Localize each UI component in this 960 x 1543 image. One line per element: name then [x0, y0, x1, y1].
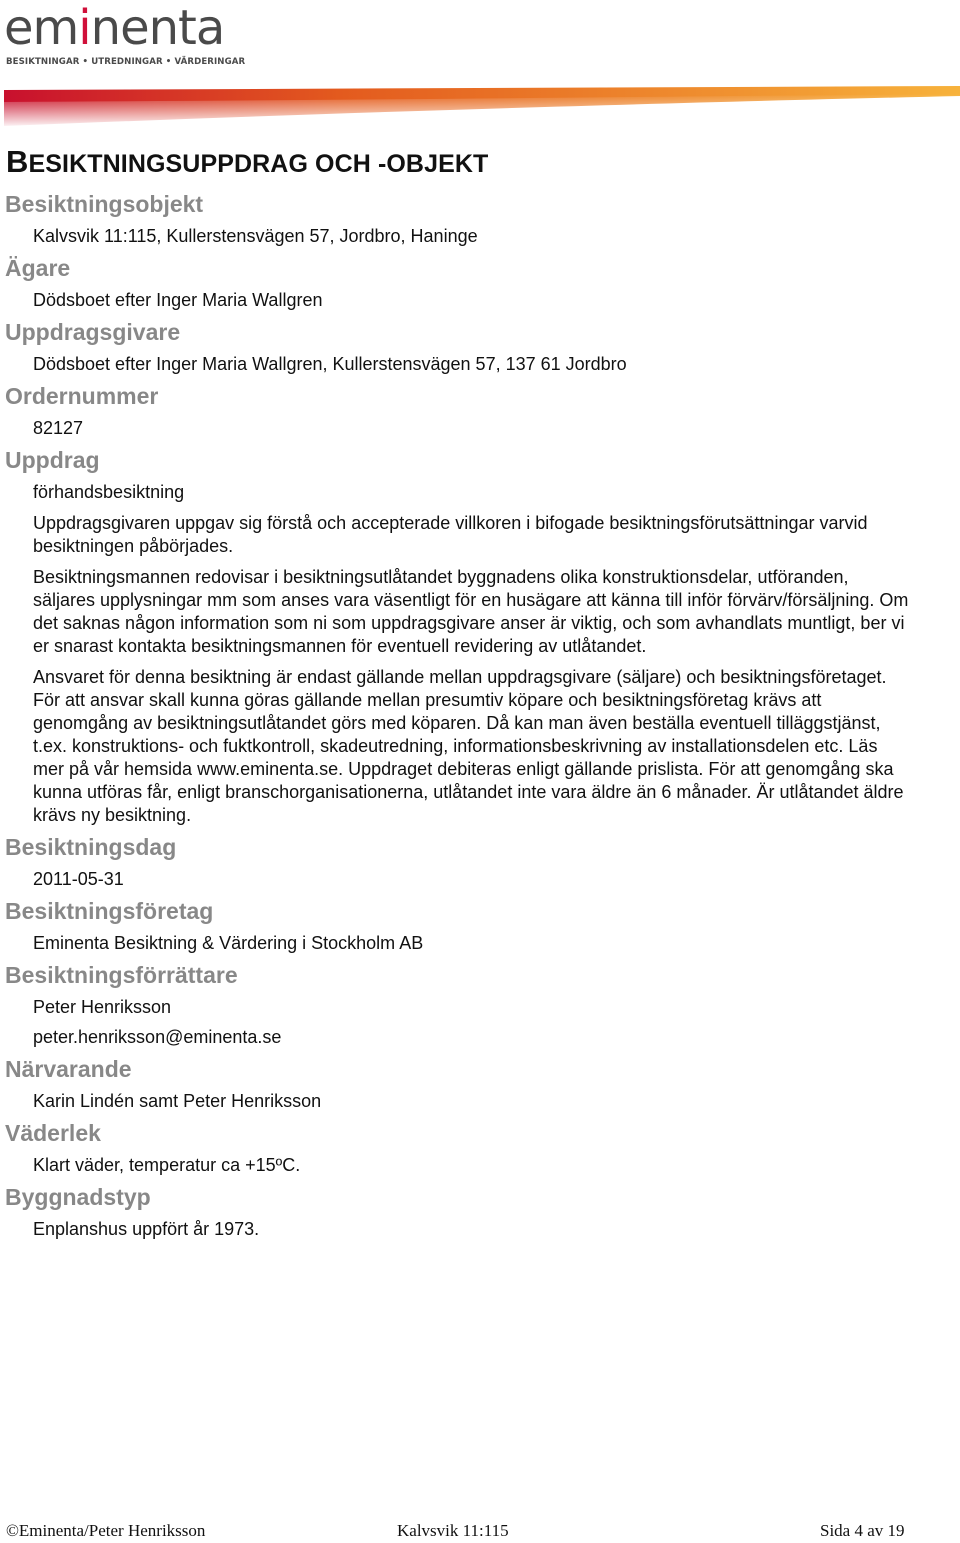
heading-ordernummer: Ordernummer: [5, 383, 159, 409]
heading-besiktningsforrattare: Besiktningsförrättare: [5, 962, 238, 988]
heading-besiktningsobjekt: Besiktningsobjekt: [5, 191, 204, 217]
logo-tagline: BESIKTNINGAR • UTREDNINGAR • VÄRDERINGAR: [6, 57, 246, 67]
logo-red-i: i: [78, 0, 91, 56]
page-title-initial: B: [6, 144, 29, 179]
uppdrag-paragraph-3: Ansvaret för denna besiktning är endast gällande mellan uppdragsgivare (säljare) och besiktningsföretaget. För att ansvar skall kunna göras gällande mellan presumtiv köpare och besiktningsföretag krävs att genomgång av besiktningsutlåtandet görs med köparen. Då kan man även beställa eventuell tilläggstjänst, t.ex. konstruktions- och fuktkontroll, skadeutredning, informationsbeskrivning av installationsdelen etc. Läs mer på vår hemsida www.eminenta.se. Uppdraget debiteras enligt gällande prislista. För att genomgång ska kunna utföras får, enligt branschorganisationerna, utlåtandet inte vara äldre än 6 månader. Är utlåtandet äldre krävs ny besiktning.: [33, 667, 904, 825]
heading-byggnadstyp: Byggnadstyp: [5, 1184, 151, 1210]
value-forrattare-name: Peter Henriksson: [33, 997, 172, 1017]
value-forrattare-email: peter.henriksson@eminenta.se: [33, 1027, 282, 1047]
value-narvarande: Karin Lindén samt Peter Henriksson: [33, 1091, 322, 1111]
heading-uppdrag: Uppdrag: [5, 447, 100, 473]
heading-besiktningsdag: Besiktningsdag: [5, 834, 177, 860]
page-title-rest: ESIKTNINGSUPPDRAG OCH -OBJEKT: [28, 150, 489, 178]
header-color-band: [4, 80, 960, 128]
page-footer: [0, 1521, 960, 1543]
footer-page-number: Sida 4 av 19: [820, 1521, 905, 1540]
heading-agare: Ägare: [5, 255, 71, 281]
heading-besiktningsforetag: Besiktningsföretag: [5, 898, 214, 924]
page-title: [6, 140, 960, 186]
document-body: [0, 140, 960, 1243]
value-uppdragsgivare: Dödsboet efter Inger Maria Wallgren, Kullerstensvägen 57, 137 61 Jordbro: [33, 354, 627, 374]
uppdrag-paragraph-1: Uppdragsgivaren uppgav sig förstå och accepterade villkoren i bifogade besiktningsförutsättningar varvid besiktningen påbörjades.: [33, 513, 868, 556]
value-besiktningsobjekt: Kalvsvik 11:115, Kullerstensvägen 57, Jordbro, Haninge: [33, 226, 478, 246]
heading-vaderlek: Väderlek: [5, 1120, 101, 1146]
value-besiktningsforetag: Eminenta Besiktning & Värdering i Stockholm AB: [33, 933, 424, 953]
footer-copyright: ©Eminenta/Peter Henriksson: [6, 1521, 206, 1540]
footer-property: Kalvsvik 11:115: [397, 1521, 509, 1540]
value-ordernummer: 82127: [33, 418, 84, 438]
heading-narvarande: Närvarande: [5, 1056, 132, 1082]
value-uppdrag: förhandsbesiktning: [33, 482, 185, 502]
uppdrag-paragraph-2: Besiktningsmannen redovisar i besiktningsutlåtandet byggnadens olika konstruktionsdelar, utföranden, säljares upplysningar mm som anses vara väsentligt för en husägare att känna till inför förvärv/försäljning. Om det saknas någon information som ni som uppdragsgivare anser är viktig, och som avhandlats muntligt, ber vi er snarast kontakta besiktningsmannen för eventuell revidering av utlåtandet.: [33, 567, 909, 656]
heading-uppdragsgivare: Uppdragsgivare: [5, 319, 181, 345]
logo-wordmark: eminenta: [4, 0, 225, 56]
value-vaderlek: Klart väder, temperatur ca +15ºC.: [33, 1155, 301, 1175]
eminenta-logo: [4, 2, 244, 72]
value-agare: Dödsboet efter Inger Maria Wallgren: [33, 290, 323, 310]
value-besiktningsdag: 2011-05-31: [33, 869, 124, 889]
value-byggnadstyp: Enplanshus uppfört år 1973.: [33, 1219, 260, 1239]
